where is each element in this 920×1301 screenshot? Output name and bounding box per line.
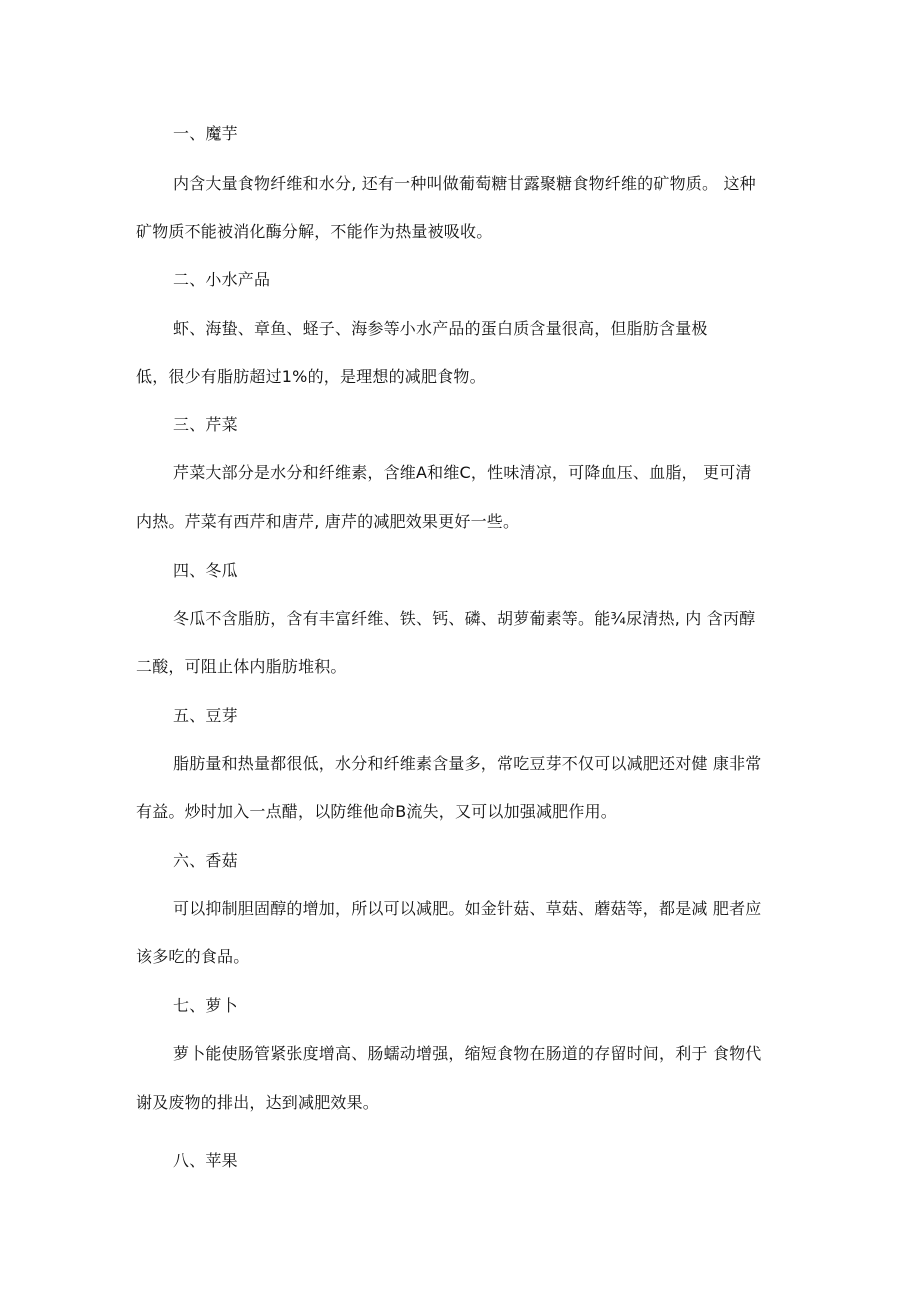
paragraph-line: 虾、海蛰、章鱼、蛏子、海参等小水产品的蛋白质含量很高，但脂肪含量极 — [173, 319, 708, 338]
paragraph-line: 矿物质不能被消化酶分解，不能作为热量被吸收。 — [136, 222, 493, 241]
paragraph-line: 萝卜能使肠管紧张度增高、肠蠕动增强，缩短食物在肠道的存留时间，利于 食物代 — [173, 1044, 762, 1063]
section-heading: 四、冬瓜 — [173, 561, 238, 580]
paragraph-line: 有益。炒时加入一点醋，以防维他命B流失，又可以加强减肥作用。 — [136, 802, 617, 821]
paragraph-line: 芹菜大部分是水分和纤维素，含维A和维C，性味清凉，可降血压、血脂， 更可清 — [173, 463, 752, 482]
section-heading: 八、苹果 — [173, 1151, 238, 1170]
paragraph-line: 低，很少有脂肪超过1%的，是理想的减肥食物。 — [136, 367, 486, 386]
paragraph-line: 脂肪量和热量都很低，水分和纤维素含量多，常吃豆芽不仅可以减肥还对健 康非常 — [173, 754, 762, 773]
paragraph-line: 内含大量食物纤维和水分, 还有一种叫做葡萄糖甘露聚糖食物纤维的矿物质。 这种 — [173, 174, 756, 193]
paragraph-line: 该多吃的食品。 — [136, 947, 250, 966]
paragraph-line: 谢及废物的排出，达到减肥效果。 — [136, 1093, 380, 1112]
section-heading: 七、萝卜 — [173, 996, 238, 1015]
section-heading: 三、芹菜 — [173, 415, 238, 434]
paragraph-line: 冬瓜不含脂肪，含有丰富纤维、铁、钙、磷、胡萝葡素等。能¾尿清热, 内 含丙醇 — [173, 609, 756, 628]
paragraph-line: 二酸，可阻止体内脂肪堆积。 — [136, 657, 347, 676]
paragraph-line: 内热。芹菜有西芹和唐芹, 唐芹的减肥效果更好一些。 — [136, 512, 520, 531]
section-heading: 六、香菇 — [173, 851, 238, 870]
section-heading: 一、魔芋 — [173, 124, 238, 143]
paragraph-line: 可以抑制胆固醇的增加，所以可以减肥。如金针菇、草菇、蘑菇等，都是减 肥者应 — [173, 899, 762, 918]
section-heading: 五、豆芽 — [173, 706, 238, 725]
section-heading: 二、小水产品 — [173, 270, 271, 289]
